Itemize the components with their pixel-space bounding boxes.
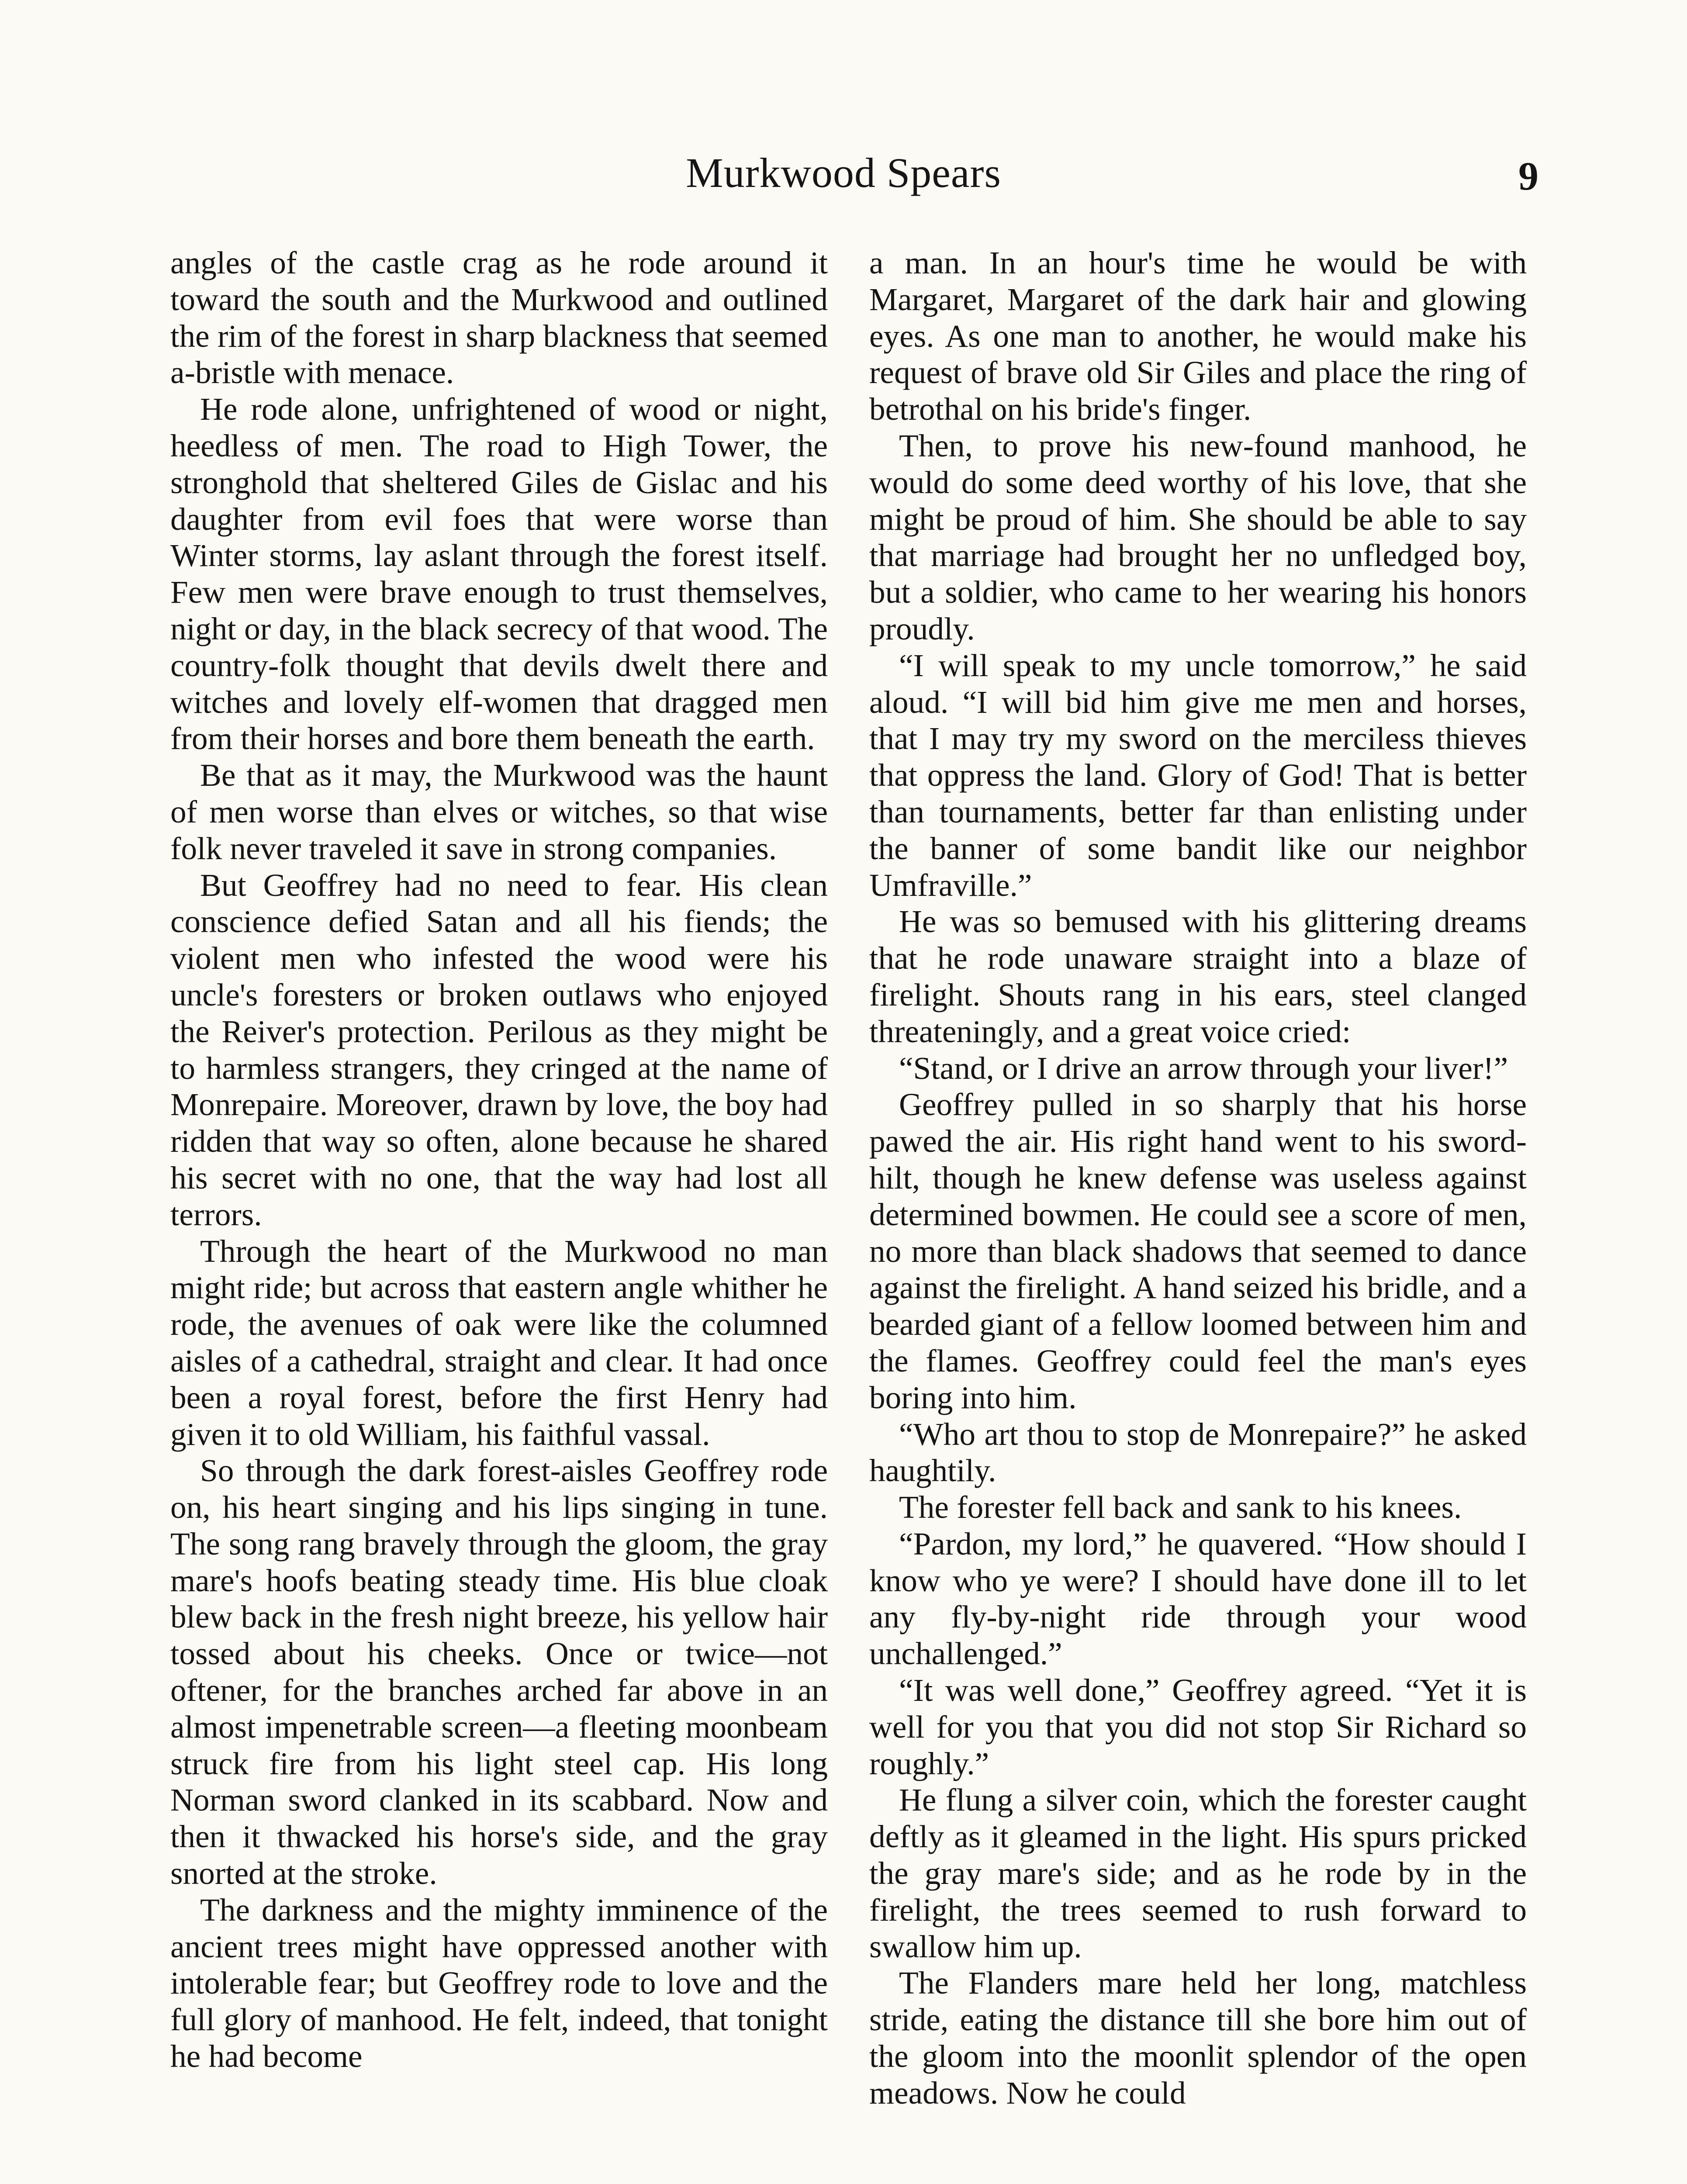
paragraph: So through the dark forest-aisles Geoffrey rode on, his heart singing and his lips singing in tune. The song rang bravely through the gloom, the gray mare's hoofs beating steady time. His blue cloak blew back in the fresh night breeze, his yellow hair tossed about his cheeks. Once or twice—not oftener, for the branches arched far above in an almost impenetrable screen—a fleeting moonbeam struck fire from his light steel cap. His long Norman sword clanked in its scabbard. Now and then it thwacked his horse's side, and the gray snorted at the stroke.: [170, 1453, 828, 1891]
left-column: [170, 245, 828, 2075]
paragraph: angles of the castle crag as he rode around it toward the south and the Murkwood and outlined the rim of the forest in sharp blackness that seemed a-bristle with menace.: [170, 245, 828, 390]
paragraph: “It was well done,” Geoffrey agreed. “Yet it is well for you that you did not stop Sir Richard so roughly.”: [869, 1673, 1527, 1781]
running-title: Murkwood Spears: [686, 149, 1001, 196]
paragraph: Then, to prove his new-found manhood, he would do some deed worthy of his love, that she might be proud of him. She should be able to say that marriage had brought her no unfledged boy, but a soldier, who came to her wearing his honors proudly.: [869, 428, 1527, 646]
paragraph: “Stand, or I drive an arrow through your liver!”: [899, 1050, 1508, 1086]
paragraph: “Who art thou to stop de Monrepaire?” he asked haughtily.: [869, 1416, 1527, 1489]
paragraph: The darkness and the mighty imminence of the ancient trees might have oppressed another with intolerable fear; but Geoffrey rode to love and the full glory of manhood. He felt, indeed, that tonight he had become: [170, 1892, 828, 2074]
paragraph: He was so bemused with his glittering dreams that he rode unaware straight into a blaze of firelight. Shouts rang in his ears, steel clanged threateningly, and a great voice cried:: [869, 904, 1527, 1049]
right-column: [869, 245, 1527, 2111]
paragraph: a man. In an hour's time he would be with Margaret, Margaret of the dark hair and glowing eyes. As one man to another, he would make his request of brave old Sir Giles and place the ring of betrothal on his bride's finger.: [869, 245, 1527, 427]
paragraph: Through the heart of the Murkwood no man might ride; but across that eastern angle whither he rode, the avenues of oak were like the columned aisles of a cathedral, straight and clear. It had once been a royal forest, before the first Henry had given it to old William, his faithful vassal.: [170, 1233, 828, 1452]
paragraph: But Geoffrey had no need to fear. His clean conscience defied Satan and all his fiends; the violent men who infested the wood were his uncle's foresters or broken outlaws who enjoyed the Reiver's protection. Perilous as they might be to harmless strangers, they cringed at the name of Monrepaire. Moreover, drawn by love, the boy had ridden that way so often, alone because he shared his secret with no one, that the way had lost all terrors.: [170, 867, 828, 1232]
paragraph: Be that as it may, the Murkwood was the haunt of men worse than elves or witches, so that wise folk never traveled it save in strong companies.: [170, 757, 828, 866]
paragraph: The forester fell back and sank to his knees.: [899, 1489, 1462, 1525]
paragraph: “Pardon, my lord,” he quavered. “How should I know who ye were? I should have done ill to let any fly-by-night ride through your wood unchallenged.”: [869, 1526, 1527, 1672]
paragraph: Geoffrey pulled in so sharply that his horse pawed the air. His right hand went to his sword-hilt, though he knew defense was useless against determined bowmen. He could see a score of men, no more than black shadows that seemed to dance against the firelight. A hand seized his bridle, and a bearded giant of a fellow loomed between him and the flames. Geoffrey could feel the man's eyes boring into him.: [869, 1087, 1527, 1415]
paragraph: “I will speak to my uncle tomorrow,” he said aloud. “I will bid him give me men and horses, that I may try my sword on the merciless thieves that oppress the land. Glory of God! That is better than tournaments, better far than enlisting under the banner of some bandit like our neighbor Umfraville.”: [869, 647, 1527, 903]
paragraph: He rode alone, unfrightened of wood or night, heedless of men. The road to High Tower, the stronghold that sheltered Giles de Gislac and his daughter from evil foes that were worse than Winter storms, lay aslant through the forest itself. Few men were brave enough to trust themselves, night or day, in the black secrecy of that wood. The country-folk thought that devils dwelt there and witches and lovely elf-women that dragged men from their horses and bore them beneath the earth.: [170, 391, 828, 757]
page-number: 9: [1518, 154, 1538, 198]
running-head: [0, 144, 1687, 210]
paragraph: He flung a silver coin, which the forester caught deftly as it gleamed in the light. His spurs pricked the gray mare's side; and as he rode by in the firelight, the trees seemed to rush forward to swallow him up.: [869, 1782, 1527, 1964]
paragraph: The Flanders mare held her long, matchless stride, eating the distance till she bore him out of the gloom into the moonlit splendor of the open meadows. Now he could: [869, 1965, 1527, 2111]
